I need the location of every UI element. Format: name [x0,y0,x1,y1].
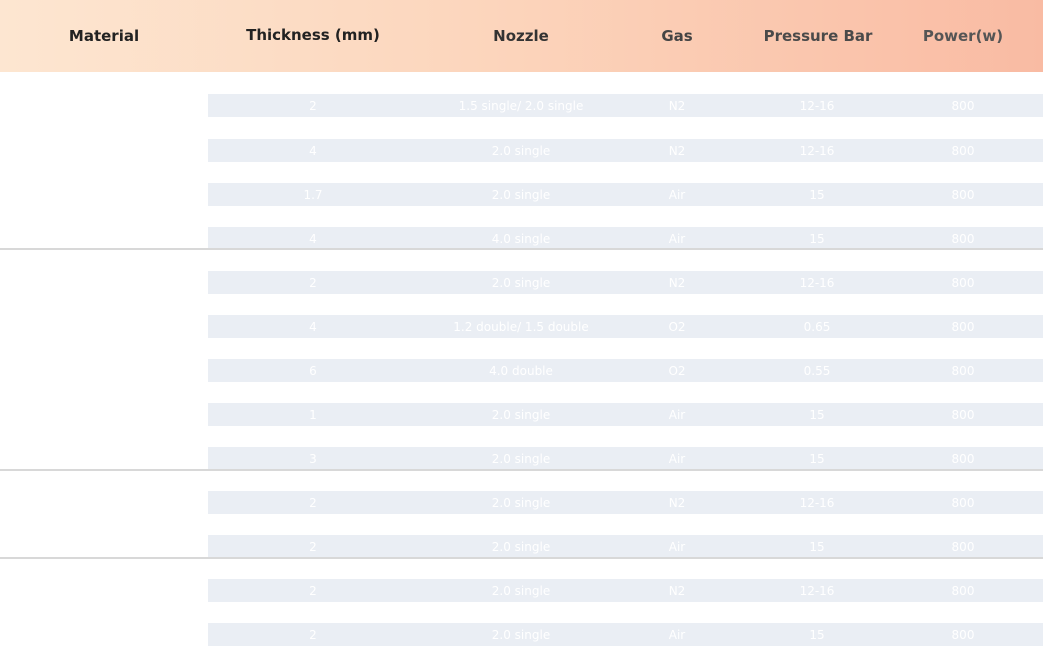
header-pressure: Pressure Bar [763,27,873,45]
cell-pressure: 12-16 [799,99,835,113]
group-divider [0,557,1043,559]
cell-thickness: 2 [309,99,317,113]
cell-gas: O2 [668,320,686,334]
cell-nozzle: 2.0 single [491,452,551,466]
cell-pressure: 0.65 [803,320,831,334]
cell-pressure: 12-16 [799,276,835,290]
cell-pressure: 15 [809,540,825,554]
cell-nozzle: 1.2 double/ 1.5 double [453,320,589,334]
cell-gas: Air [668,540,686,554]
table-row [208,94,1043,117]
cell-nozzle: 2.0 single [491,584,551,598]
group-divider [0,248,1043,250]
cell-power: 800 [951,320,975,334]
cell-gas: N2 [668,496,686,510]
cell-power: 800 [951,628,975,642]
cell-power: 800 [951,188,975,202]
cell-power: 800 [951,232,975,246]
cell-pressure: 12-16 [799,144,835,158]
table-row [208,315,1043,338]
cell-power: 800 [951,364,975,378]
cell-nozzle: 2.0 single [491,408,551,422]
cell-gas: Air [668,188,686,202]
cell-thickness: 2 [309,276,317,290]
header-gas: Gas [661,27,693,45]
cell-power: 800 [951,496,975,510]
cell-thickness: 6 [309,364,317,378]
header-thickness: Thickness (mm) [246,26,380,44]
cell-pressure: 15 [809,452,825,466]
header-power: Power(w) [922,27,1004,45]
cell-power: 800 [951,408,975,422]
cell-pressure: 15 [809,188,825,202]
table-row [208,403,1043,426]
cell-power: 800 [951,276,975,290]
cell-power: 800 [951,452,975,466]
table-row [208,139,1043,162]
table-row [208,579,1043,602]
table-row [208,359,1043,382]
cell-pressure: 12-16 [799,584,835,598]
group-divider [0,469,1043,471]
cell-pressure: 12-16 [799,496,835,510]
cell-thickness: 4 [309,144,317,158]
cell-pressure: 15 [809,628,825,642]
cell-gas: N2 [668,584,686,598]
cell-nozzle: 2.0 single [491,144,551,158]
cell-thickness: 3 [309,452,317,466]
header-material: Material [68,27,140,45]
cell-gas: Air [668,232,686,246]
cell-nozzle: 2.0 single [491,188,551,202]
cell-pressure: 15 [809,408,825,422]
cell-nozzle: 4.0 single [491,232,551,246]
cell-nozzle: 2.0 single [491,276,551,290]
cell-thickness: 4 [309,232,317,246]
cell-power: 800 [951,584,975,598]
cell-gas: Air [668,628,686,642]
cell-power: 800 [951,99,975,113]
header-nozzle: Nozzle [493,27,549,45]
table-row [208,183,1043,206]
cell-power: 800 [951,144,975,158]
table-header [0,0,1043,72]
cell-thickness: 2 [309,584,317,598]
table-row [208,491,1043,514]
cell-thickness: 2 [309,628,317,642]
cell-gas: Air [668,408,686,422]
cell-thickness: 1.7 [303,188,323,202]
table-row [208,227,1043,250]
cell-nozzle: 1.5 single/ 2.0 single [458,99,584,113]
cell-gas: O2 [668,364,686,378]
table-row [208,535,1043,558]
cell-nozzle: 2.0 single [491,628,551,642]
cell-gas: N2 [668,144,686,158]
cell-power: 800 [951,540,975,554]
table-row [208,623,1043,646]
cell-thickness: 1 [309,408,317,422]
cell-gas: N2 [668,276,686,290]
cell-thickness: 2 [309,540,317,554]
cell-nozzle: 2.0 single [491,496,551,510]
cell-pressure: 0.55 [803,364,831,378]
cell-nozzle: 2.0 single [491,540,551,554]
cell-gas: Air [668,452,686,466]
table-row [208,447,1043,470]
cell-thickness: 4 [309,320,317,334]
cell-nozzle: 4.0 double [489,364,553,378]
cell-pressure: 15 [809,232,825,246]
cell-thickness: 2 [309,496,317,510]
cell-gas: N2 [668,99,686,113]
table-row [208,271,1043,294]
